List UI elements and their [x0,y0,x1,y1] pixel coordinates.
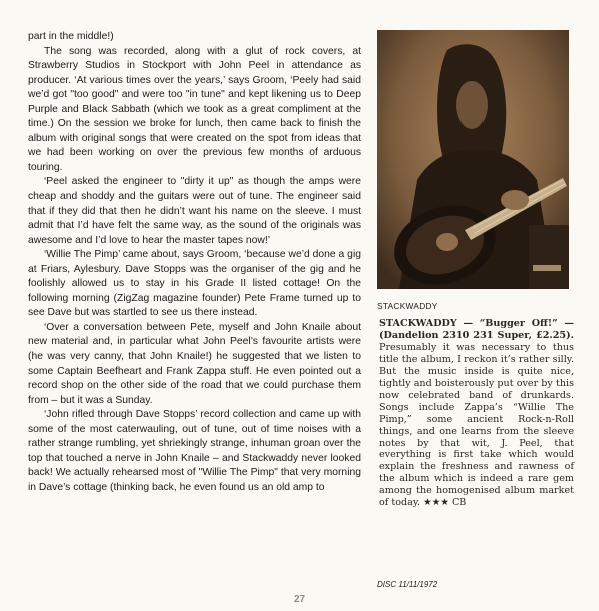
review-body: Presumably it was necessary to thus title the album, I reckon it’s rather silly. But the music inside is quite nice, tightly and boisterously put over by this now celebrated band of drunkards. Songs include Zappa’s “Willie The Pimp,” some ancient Rock-n-Roll things, and one learns from the sleeve notes by that wit, J. Peel, that everything is first take which would explain the freshness and rawness of the album which is indeed a rare gem among the homogenised album market of today. ★★★ CB [379,341,574,509]
article-paragraph: The song was recorded, along with a glut of rock covers, at Strawberry Studios in Stockport with John Peel in attendance as producer. ‘At various times over the years,’ says Groom, ‘Peely had said we’d got "too good" and were too "in tune" and kept likening us to Deep Purple and Black Sabbath (which we took as a great compliment at the time.) On the session we broke for lunch, then came back to finish the album with original songs that were created on the spot from ideas that we had been working on over the previous few months of arduous touring. [28,45,361,173]
photo-caption: STACKWADDY [377,301,438,311]
band-member-photo [377,30,569,289]
review-source: DISC 11/11/1972 [377,580,438,589]
article-paragraph: ‘Willie The Pimp’ came about, says Groom, ‘because we’d done a gig at Friars, Aylesbury. Dave Stopps was the organiser of the gig and he foolishly allowed us to stay in his Grade II listed cottage! On the following morning (ZigZag magazine founder) Pete Frame turned up to see Dave but was startled to see us there instead. [28,249,361,319]
review-heading: STACKWADDY — “Bugger Off!” — (Dandelion 2310 231 Super, £2.25). [379,318,574,341]
guitarist-illustration [377,30,569,289]
article-paragraph: ‘Over a conversation between Pete, myself and John Knaile about new material and, in particular what John Peel’s favourite artists were (he was very canny, that John Knaile!) he suggested that we listen to some Captain Beefheart and Frank Zappa stuff. He even pointed out a record shop on the other side of the road that we could purchase them from – but it was a Sunday. [28,321,361,406]
article-paragraph: ‘John rifled through Dave Stopps’ record collection and came up with some of the most caterwauling, out of tune, out of time noises with a rather strange rumbling, yet shriekingly strange, inhuman groan over the top that touched a nerve in John Knaile – and Stackwaddy never looked back! We actually rehearsed most of "Willie The Pimp" that very morning in Dave’s cottage (thinking back, he even found us an old amp to [28,409,361,493]
article-column [28,30,361,496]
article-paragraph: part in the middle!) [28,31,114,42]
article-paragraph: ‘Peel asked the engineer to "dirty it up" as though the amps were cheap and shoddy and the guitars were out of tune. The engineer said that if they did that then he didn’t want his name on the sleeve. I must admit that I’d have felt the same way, as the sound of the originals was awesome and I’d love to hear the master tapes now!’ [28,176,361,246]
page-number: 27 [293,594,306,605]
disc-review [379,318,574,509]
